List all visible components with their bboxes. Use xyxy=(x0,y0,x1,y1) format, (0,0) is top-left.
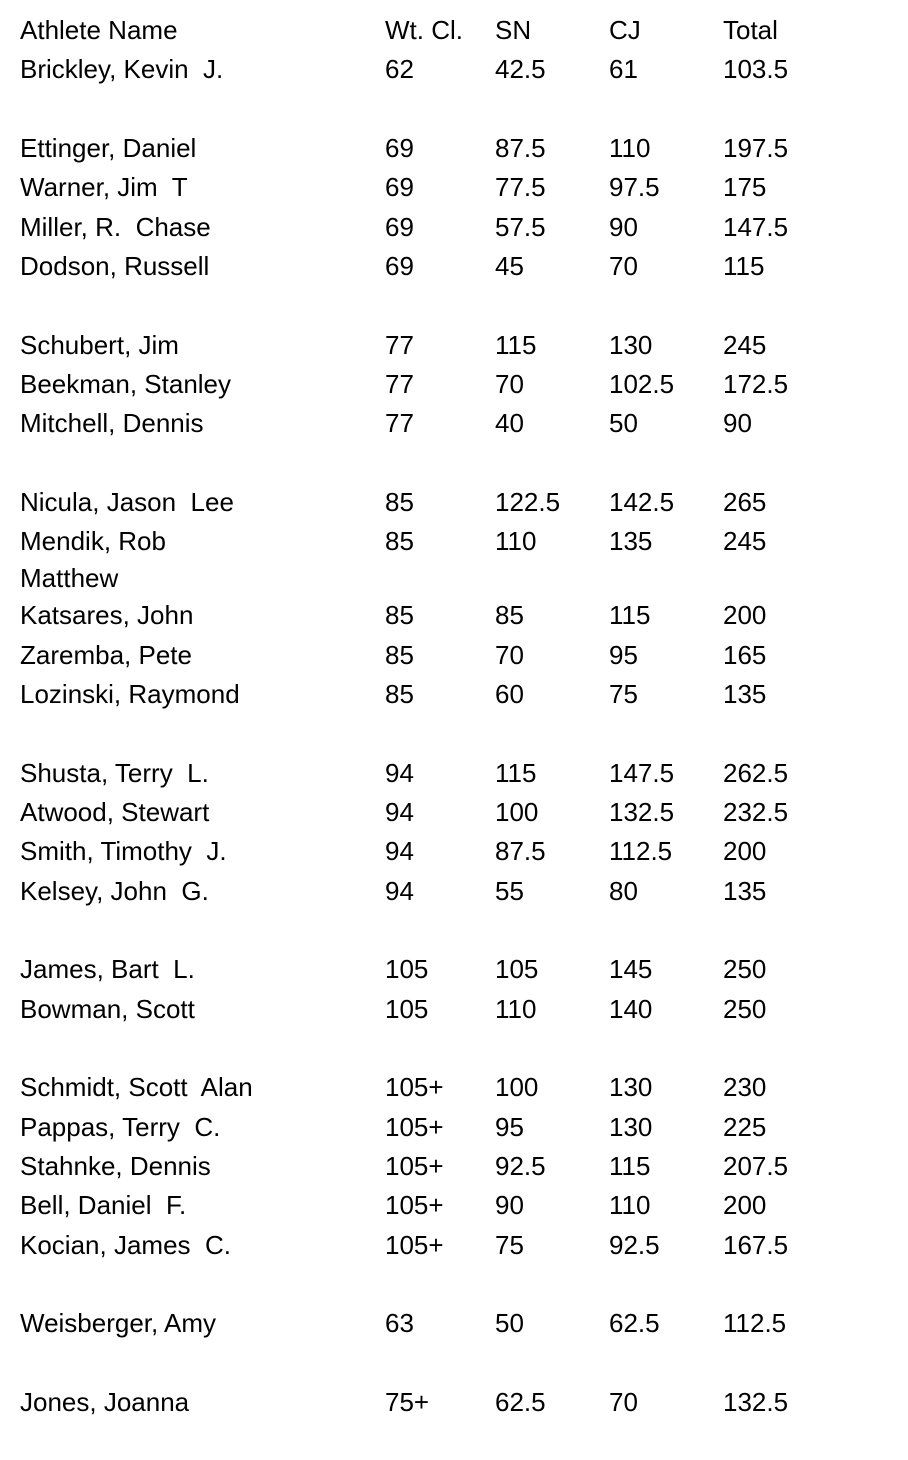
table-row xyxy=(0,130,908,166)
table-row xyxy=(0,1384,908,1420)
table-row xyxy=(0,1069,908,1105)
table-row xyxy=(0,755,908,791)
weight-class: 105 xyxy=(385,954,429,985)
table-row xyxy=(0,873,908,909)
athlete-name: Shusta, Terry L. xyxy=(20,757,209,788)
table-row xyxy=(0,51,908,87)
table-row xyxy=(0,991,908,1027)
weight-class: 85 xyxy=(385,526,414,557)
athlete-name: Atwood, Stewart xyxy=(20,796,210,827)
clean-jerk-value: 97.5 xyxy=(609,172,660,203)
clean-jerk-value: 140 xyxy=(609,993,653,1024)
total-value: 135 xyxy=(723,875,767,906)
table-row xyxy=(0,327,908,363)
total-value: 167.5 xyxy=(723,1229,789,1260)
snatch-value: 87.5 xyxy=(495,132,546,163)
total-value: 245 xyxy=(723,329,767,360)
total-value: 172.5 xyxy=(723,368,789,399)
snatch-value: 92.5 xyxy=(495,1150,546,1181)
athlete-name: Pappas, Terry C. xyxy=(20,1111,221,1142)
total-value: 147.5 xyxy=(723,211,789,242)
weight-class: 105 xyxy=(385,993,429,1024)
weight-class: 62 xyxy=(385,54,414,85)
clean-jerk-value: 110 xyxy=(609,132,651,163)
total-value: 165 xyxy=(723,639,767,670)
total-value: 103.5 xyxy=(723,54,789,85)
snatch-value: 77.5 xyxy=(495,172,546,203)
weight-class: 77 xyxy=(385,408,414,439)
weight-class: 105+ xyxy=(385,1229,444,1260)
header-athlete-name: Athlete Name xyxy=(20,15,178,45)
athlete-name: James, Bart L. xyxy=(20,954,195,985)
athlete-name: Smith, Timothy J. xyxy=(20,836,227,867)
table-row xyxy=(0,833,908,869)
table-row xyxy=(0,637,908,673)
weight-class: 69 xyxy=(385,250,414,281)
total-value: 112.5 xyxy=(723,1308,787,1339)
athlete-name: Ettinger, Daniel xyxy=(20,132,197,163)
clean-jerk-value: 132.5 xyxy=(609,796,675,827)
weight-class: 77 xyxy=(385,329,414,360)
weight-class: 69 xyxy=(385,172,414,203)
clean-jerk-value: 70 xyxy=(609,1386,638,1417)
clean-jerk-value: 145 xyxy=(609,954,653,985)
clean-jerk-value: 130 xyxy=(609,329,653,360)
header-weight-class: Wt. Cl. xyxy=(385,15,463,45)
snatch-value: 50 xyxy=(495,1308,524,1339)
snatch-value: 105 xyxy=(495,954,539,985)
weight-class: 105+ xyxy=(385,1190,444,1221)
clean-jerk-value: 61 xyxy=(609,54,638,85)
total-value: 225 xyxy=(723,1111,767,1142)
athlete-name: Lozinski, Raymond xyxy=(20,678,240,709)
athlete-name: Jones, Joanna xyxy=(20,1386,190,1417)
weight-class: 105+ xyxy=(385,1072,444,1103)
clean-jerk-value: 62.5 xyxy=(609,1308,660,1339)
clean-jerk-value: 102.5 xyxy=(609,368,675,399)
weight-class: 94 xyxy=(385,836,414,867)
total-value: 200 xyxy=(723,1190,767,1221)
snatch-value: 85 xyxy=(495,600,524,631)
total-value: 175 xyxy=(723,172,767,203)
weight-class: 85 xyxy=(385,600,414,631)
table-row xyxy=(0,523,908,594)
clean-jerk-value: 110 xyxy=(609,1190,651,1221)
header-total: Total xyxy=(723,15,778,45)
clean-jerk-value: 50 xyxy=(609,408,638,439)
athlete-name: Weisberger, Amy xyxy=(20,1308,217,1339)
weight-class: 63 xyxy=(385,1308,414,1339)
clean-jerk-value: 112.5 xyxy=(609,836,673,867)
snatch-value: 62.5 xyxy=(495,1386,546,1417)
snatch-value: 100 xyxy=(495,796,539,827)
clean-jerk-value: 130 xyxy=(609,1111,653,1142)
athlete-name: Nicula, Jason Lee xyxy=(20,486,234,517)
total-value: 115 xyxy=(723,250,765,281)
clean-jerk-value: 70 xyxy=(609,250,638,281)
clean-jerk-value: 80 xyxy=(609,875,638,906)
weight-class: 85 xyxy=(385,639,414,670)
athlete-name: Dodson, Russell xyxy=(20,250,210,281)
snatch-value: 115 xyxy=(495,329,537,360)
total-value: 250 xyxy=(723,954,767,985)
header-clean-jerk: CJ xyxy=(609,15,641,45)
table-row xyxy=(0,209,908,245)
snatch-value: 42.5 xyxy=(495,54,546,85)
clean-jerk-value: 130 xyxy=(609,1072,653,1103)
athlete-name: Schubert, Jim xyxy=(20,329,179,360)
clean-jerk-value: 115 xyxy=(609,600,651,631)
clean-jerk-value: 142.5 xyxy=(609,486,675,517)
clean-jerk-value: 92.5 xyxy=(609,1229,660,1260)
total-value: 132.5 xyxy=(723,1386,789,1417)
clean-jerk-value: 147.5 xyxy=(609,757,675,788)
weight-class: 94 xyxy=(385,875,414,906)
snatch-value: 90 xyxy=(495,1190,524,1221)
athlete-name: Miller, R. Chase xyxy=(20,211,211,242)
total-value: 250 xyxy=(723,993,767,1024)
clean-jerk-value: 115 xyxy=(609,1150,651,1181)
snatch-value: 70 xyxy=(495,639,524,670)
snatch-value: 110 xyxy=(495,993,537,1024)
total-value: 207.5 xyxy=(723,1150,789,1181)
total-value: 230 xyxy=(723,1072,767,1103)
total-value: 245 xyxy=(723,526,767,557)
weight-class: 75+ xyxy=(385,1386,430,1417)
athlete-name: Kocian, James C. xyxy=(20,1229,231,1260)
snatch-value: 60 xyxy=(495,678,524,709)
snatch-value: 57.5 xyxy=(495,211,546,242)
table-row xyxy=(0,366,908,402)
table-row xyxy=(0,951,908,987)
table-row xyxy=(0,597,908,633)
athlete-name: Schmidt, Scott Alan xyxy=(20,1072,253,1103)
clean-jerk-value: 90 xyxy=(609,211,638,242)
total-value: 265 xyxy=(723,486,767,517)
clean-jerk-value: 95 xyxy=(609,639,638,670)
athlete-name: Warner, Jim T xyxy=(20,172,188,203)
athlete-name: Bowman, Scott xyxy=(20,993,195,1024)
table-row xyxy=(0,794,908,830)
weight-class: 94 xyxy=(385,757,414,788)
athlete-name: Kelsey, John G. xyxy=(20,875,209,906)
table-row xyxy=(0,405,908,441)
total-value: 90 xyxy=(723,408,752,439)
total-value: 200 xyxy=(723,600,767,631)
snatch-value: 87.5 xyxy=(495,836,546,867)
weight-class: 105+ xyxy=(385,1150,444,1181)
athlete-name: Mendik, Rob xyxy=(20,526,166,557)
header-snatch: SN xyxy=(495,15,532,45)
table-row xyxy=(0,676,908,712)
snatch-value: 110 xyxy=(495,526,537,557)
weight-class: 94 xyxy=(385,796,414,827)
table-row xyxy=(0,1227,908,1263)
clean-jerk-value: 135 xyxy=(609,526,653,557)
athlete-name-continued: Matthew xyxy=(20,563,119,594)
athlete-name: Mitchell, Dennis xyxy=(20,408,204,439)
athlete-name: Stahnke, Dennis xyxy=(20,1150,211,1181)
total-value: 262.5 xyxy=(723,757,789,788)
athlete-name: Zaremba, Pete xyxy=(20,639,192,670)
weight-class: 69 xyxy=(385,211,414,242)
weight-class: 77 xyxy=(385,368,414,399)
total-value: 197.5 xyxy=(723,132,789,163)
snatch-value: 70 xyxy=(495,368,524,399)
total-value: 200 xyxy=(723,836,767,867)
weight-class: 69 xyxy=(385,132,414,163)
table-row xyxy=(0,484,908,520)
snatch-value: 45 xyxy=(495,250,524,281)
athlete-name: Brickley, Kevin J. xyxy=(20,54,224,85)
athlete-name: Katsares, John xyxy=(20,600,194,631)
table-row xyxy=(0,1187,908,1223)
athlete-name: Bell, Daniel F. xyxy=(20,1190,187,1221)
weight-class: 85 xyxy=(385,486,414,517)
snatch-value: 75 xyxy=(495,1229,524,1260)
weight-class: 85 xyxy=(385,678,414,709)
weight-class: 105+ xyxy=(385,1111,444,1142)
total-value: 232.5 xyxy=(723,796,789,827)
snatch-value: 100 xyxy=(495,1072,539,1103)
snatch-value: 40 xyxy=(495,408,524,439)
snatch-value: 95 xyxy=(495,1111,524,1142)
table-row xyxy=(0,1109,908,1145)
header-row xyxy=(0,12,908,48)
total-value: 135 xyxy=(723,678,767,709)
clean-jerk-value: 75 xyxy=(609,678,638,709)
table-row xyxy=(0,248,908,284)
table-row xyxy=(0,169,908,205)
table-row xyxy=(0,1148,908,1184)
snatch-value: 122.5 xyxy=(495,486,561,517)
athlete-name: Beekman, Stanley xyxy=(20,368,232,399)
snatch-value: 55 xyxy=(495,875,524,906)
table-row xyxy=(0,1305,908,1341)
snatch-value: 115 xyxy=(495,757,537,788)
